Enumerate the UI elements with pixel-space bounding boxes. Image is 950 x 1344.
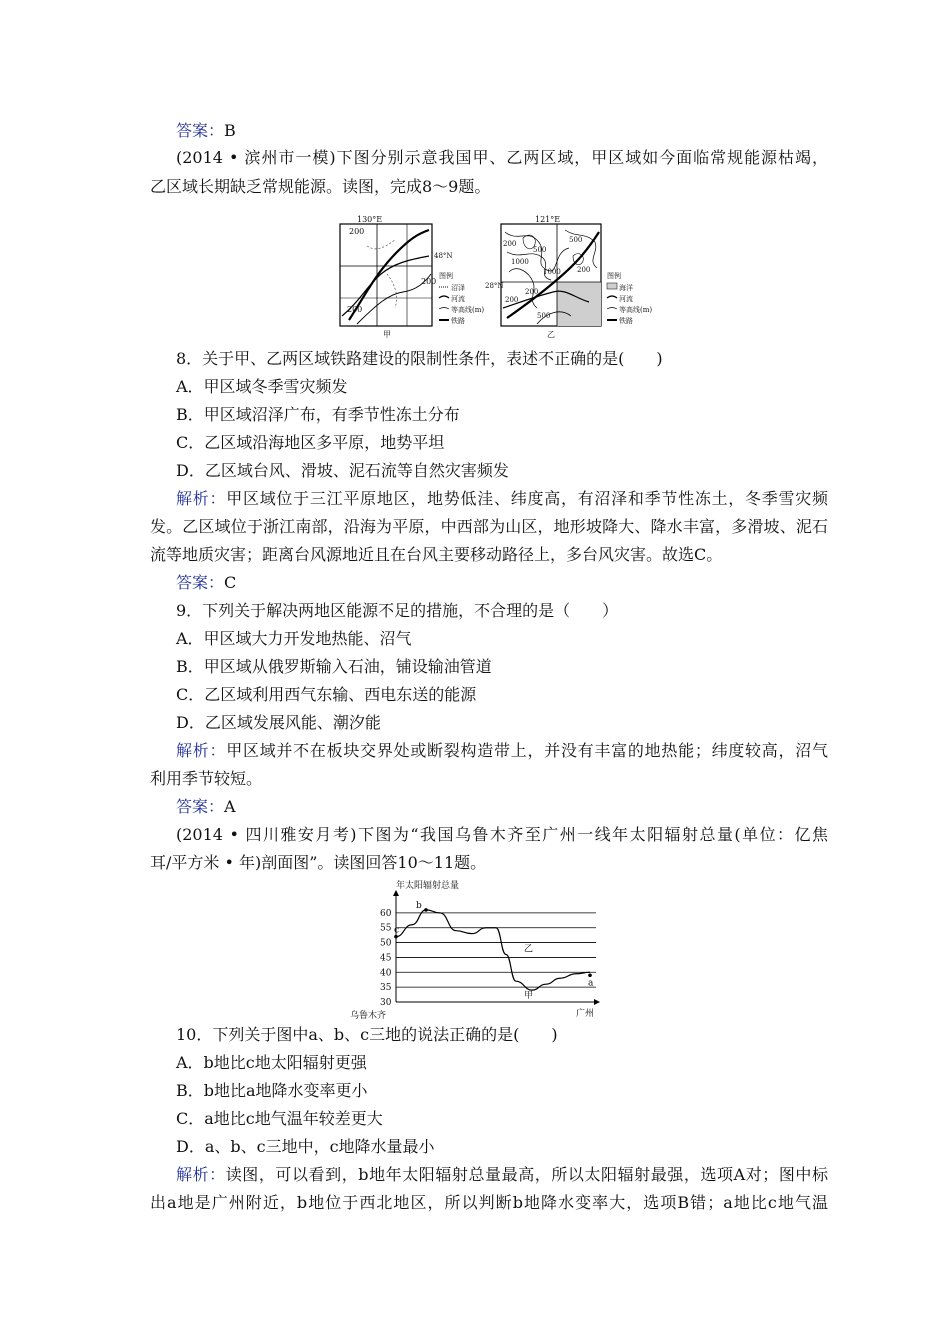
annotation-label: c: [394, 925, 400, 936]
explanation-text: 读图，可以看到，b地年太阳辐射总量最高，所以太阳辐射最强，选项A对；图中标: [225, 1165, 828, 1184]
annotation-label: 甲: [524, 991, 534, 1002]
chart-title: 年太阳辐射总量: [396, 881, 460, 891]
explanation-text: 甲区域位于三江平原地区，地势低洼、纬度高，有沼泽和季节性冻土，冬季雪灾频: [226, 489, 828, 508]
legend-item: 河流: [619, 295, 633, 303]
explanation-text: 出a地是广州附近，b地位于西北地区，所以判断b地降水变率大，选项B错；a地比c地气温: [150, 1193, 828, 1212]
option-c: C．a地比c地气温年较差更大: [176, 1109, 383, 1128]
annotation-label: 乙: [524, 944, 534, 955]
contour-label: 500: [569, 236, 583, 244]
option-b: B．甲区域沼泽广布，有季节性冻土分布: [176, 405, 460, 424]
intro-text: (2014 • 滨州市一模)下图分别示意我国甲、乙两区域，甲区域如今面临常规能源枯竭，: [176, 148, 828, 167]
radiation-chart: [350, 876, 610, 1026]
intro-text: 耳/平方米 • 年)剖面图”。读图回答10～11题。: [150, 853, 487, 872]
explanation-text: 利用季节较短。: [150, 769, 263, 788]
explanation-text: 流等地质灾害；距离台风源地近且在台风主要移动路径上，多台风灾害。故选C。: [150, 545, 723, 564]
contour-label: 200: [577, 266, 591, 274]
answer-value: C: [224, 573, 237, 592]
y-tick-label: 50: [380, 938, 392, 949]
legend-item: 铁路: [619, 317, 633, 325]
option-c: C．乙区域利用西气东输、西电东送的能源: [176, 685, 477, 704]
y-tick-label: 40: [380, 968, 392, 979]
option-d: D．乙区域台风、滑坡、泥石流等自然灾害频发: [176, 461, 509, 480]
legend-item: 等高线(m): [451, 306, 485, 314]
answer-value: A: [224, 797, 236, 816]
legend-title: 图例: [439, 272, 453, 280]
option-a: A．b地比c地太阳辐射更强: [176, 1053, 367, 1072]
contour-label: 200: [421, 277, 437, 286]
answer-label: 答案：: [176, 573, 225, 592]
contour-label: 200: [503, 240, 517, 248]
option-b: B．甲区域从俄罗斯输入石油，铺设输油管道: [176, 657, 492, 676]
explanation-label: 解析：: [176, 489, 227, 508]
question-8: 8．关于甲、乙两区域铁路建设的限制性条件，表述不正确的是( ): [176, 349, 663, 368]
y-tick-label: 30: [380, 998, 392, 1008]
answer-line: [176, 121, 236, 141]
contour-label: 200: [349, 227, 365, 236]
point-a: [588, 973, 592, 977]
explanation-label: 解析：: [176, 741, 227, 760]
contour-label: 200: [525, 288, 539, 296]
annotation-label: b: [416, 900, 422, 911]
option-d: D．乙区域发展风能、潮汐能: [176, 713, 381, 732]
contour-label: 200: [347, 305, 363, 314]
legend-item: 等高线(m): [619, 306, 653, 314]
y-tick-label: 60: [380, 908, 392, 919]
x-label-start: 乌鲁木齐: [350, 1011, 387, 1021]
map-lat-label: 48°N: [434, 252, 453, 260]
y-tick-label: 35: [380, 983, 392, 994]
answer-label: 答案：: [176, 121, 225, 140]
legend-title: 图例: [607, 272, 621, 280]
contour-label: 500: [533, 246, 547, 254]
x-label-end: 广州: [576, 1009, 595, 1019]
contour-label: 1000: [511, 258, 529, 266]
legend-item: 河流: [451, 295, 465, 303]
question-10: 10．下列关于图中a、b、c三地的说法正确的是( ): [176, 1025, 558, 1044]
answer-value: B: [224, 121, 236, 140]
answer-label: 答案：: [176, 797, 225, 816]
map-lon-label: 130°E: [357, 215, 383, 224]
explanation-text: 甲区域并不在板块交界处或断裂构造带上，并没有丰富的地热能；纬度较高，沼气: [226, 741, 828, 760]
explanation-line: [176, 1165, 828, 1185]
legend-item: 铁路: [451, 317, 465, 325]
option-a: A．甲区域冬季雪灾频发: [176, 377, 348, 396]
contour-label: 1000: [543, 268, 561, 276]
option-d: D．a、b、c三地中，c地降水量最小: [176, 1137, 435, 1156]
map-caption: 甲: [383, 330, 391, 339]
explanation-line: [176, 489, 828, 509]
contour-label: 500: [537, 312, 551, 320]
answer-line: [176, 797, 236, 817]
explanation-text: 发。乙区域位于浙江南部，沿海为平原，中西部为山区，地形坡降大、降水丰富，多滑坡、泥石: [150, 517, 828, 536]
map-yi: [485, 215, 652, 339]
explanation-label: 解析：: [176, 1165, 226, 1184]
map-lat-label: 28°N: [485, 282, 504, 290]
map-jia: [340, 215, 484, 339]
series-line: [396, 910, 590, 990]
option-a: A．甲区域大力开发地热能、沼气: [176, 629, 412, 648]
map-caption: 乙: [547, 330, 555, 339]
point-b: [424, 908, 428, 912]
explanation-line: [176, 741, 828, 761]
intro-text: 乙区域长期缺乏常规能源。读图，完成8～9题。: [150, 177, 491, 196]
intro-text: (2014 • 四川雅安月考)下图为“我国乌鲁木齐至广州一线年太阳辐射总量(单位：亿焦: [176, 825, 828, 844]
question-9: 9．下列关于解决两地区能源不足的措施，不合理的是（ ）: [176, 601, 619, 620]
annotation-label: a: [588, 978, 594, 989]
y-tick-label: 45: [380, 953, 392, 964]
contour-label: 200: [505, 296, 519, 304]
option-c: C．乙区域沿海地区多平原，地势平坦: [176, 433, 445, 452]
legend-item: 海洋: [619, 284, 633, 292]
option-b: B．b地比a地降水变率更小: [176, 1081, 368, 1100]
map-lon-label: 121°E: [535, 215, 561, 224]
map-figure: [337, 212, 673, 346]
x-axis-arrow: [594, 999, 600, 1005]
y-tick-label: 55: [380, 923, 392, 934]
answer-line: [176, 573, 236, 593]
legend-item: 沼泽: [451, 284, 465, 292]
